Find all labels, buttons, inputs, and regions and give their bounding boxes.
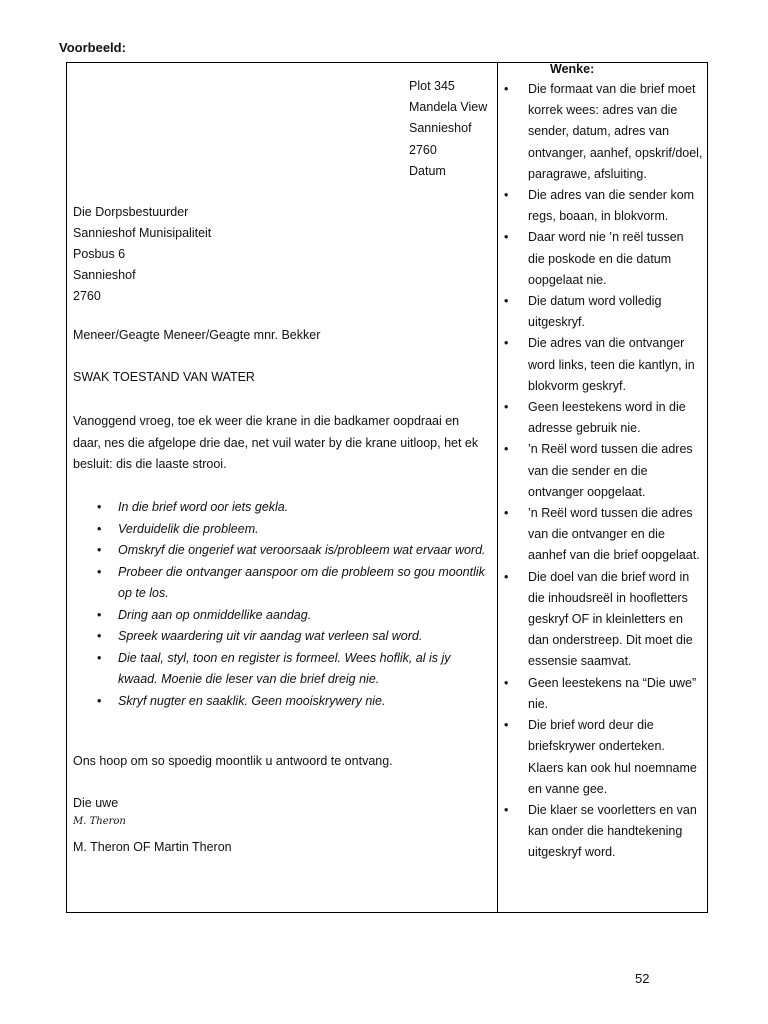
tip-item: • Die brief word deur die briefskrywer onderteken. Klaers kan ook hul noemname en vanne gee. [503,715,703,800]
signoff: Die uwe [73,796,119,810]
guidance-item: • Omskryf die ongerief wat veroorsaak is/probleem wat ervaar word. [73,540,493,562]
column-divider [497,62,498,913]
guidance-item: • Verduidelik die probleem. [73,519,493,541]
recipient-address-line: Sannieshof Munisipaliteit [73,226,212,240]
guidance-item: • Dring aan op onmiddellike aandag. [73,605,493,627]
sender-address-line: Sannieshof [409,121,472,136]
letter-body: Vanoggend vroeg, toe ek weer die krane in die badkamer oopdraai en daar, nes die afgelope drie dae, net vuil water by die krane uitloop, het ek besluit: dis die laaste strooi. [73,414,479,471]
tip-item: • Die adres van die sender kom regs, boaan, in blokvorm. [503,185,703,227]
guidance-list [73,497,493,712]
recipient-address-line: Sannieshof [73,268,136,282]
guidance-item: • Probeer die ontvanger aanspoor om die probleem so gou moontlik op te los. [73,562,493,605]
example-heading: Voorbeeld: [59,40,126,55]
closing-line: Ons hoop om so spoedig moontlik u antwoord te ontvang. [73,754,393,768]
tip-item: • Die doel van die brief word in die inhoudsreël in hoofletters geskryf OF in kleinletters en dan onderstreep. Dit moet die essensie saamvat. [503,567,703,673]
handwritten-signature: M. Theron [73,816,126,827]
sender-address-line: Plot 345 [409,79,455,93]
sender-address-line: 2760 [409,142,437,157]
salutation: Meneer/Geagte Meneer/Geagte mnr. Bekker [73,328,321,342]
tip-item: • Daar word nie ’n reël tussen die poskode en die datum oopgelaat nie. [503,227,703,291]
guidance-item: • Spreek waardering uit vir aandag wat verleen sal word. [73,626,493,648]
tips-title: Wenke: [550,62,595,76]
guidance-item: • Die taal, styl, toon en register is formeel. Wees hoflik, al is jy kwaad. Moenie die leser van die brief dreig nie. [73,648,493,691]
recipient-address-line: 2760 [73,289,101,303]
recipient-address-line: Die Dorpsbestuurder [73,205,189,219]
guidance-item: • Skryf nugter en saaklik. Geen mooiskrywery nie. [73,691,493,713]
sender-address-line: Mandela View [409,100,488,115]
tip-item: • Die klaer se voorletters en van kan onder die handtekening uitgeskryf word. [503,800,703,864]
sender-address [409,76,487,182]
tip-item: • Geen leestekens na “Die uwe” nie. [503,673,703,715]
tip-item: • ’n Reël word tussen die adres van die sender en die ontvanger oopgelaat. [503,439,703,503]
sender-address-line: Datum [409,163,446,178]
guidance-item: • In die brief word oor iets gekla. [73,497,493,519]
subject-line: SWAK TOESTAND VAN WATER [73,370,255,384]
page-number: 52 [635,971,650,986]
recipient-address-line: Posbus 6 [73,247,126,261]
recipient-address [73,202,211,307]
tip-item: • Die datum word volledig uitgeskryf. [503,291,703,333]
tips-list [503,79,703,864]
tip-item: • Die adres van die ontvanger word links, teen die kantlyn, in blokvorm geskryf. [503,333,703,397]
tip-item: • Geen leestekens word in die adresse gebruik nie. [503,397,703,439]
tip-item: • Die formaat van die brief moet korrek wees: adres van die sender, datum, adres van ontvanger, aanhef, opskrif/doel, paragrawe, afsluiting. [503,79,703,185]
signature-name: M. Theron OF Martin Theron [73,840,232,854]
tip-item: • ’n Reël word tussen die adres van die ontvanger en die aanhef van die brief oopgelaat. [503,503,703,567]
